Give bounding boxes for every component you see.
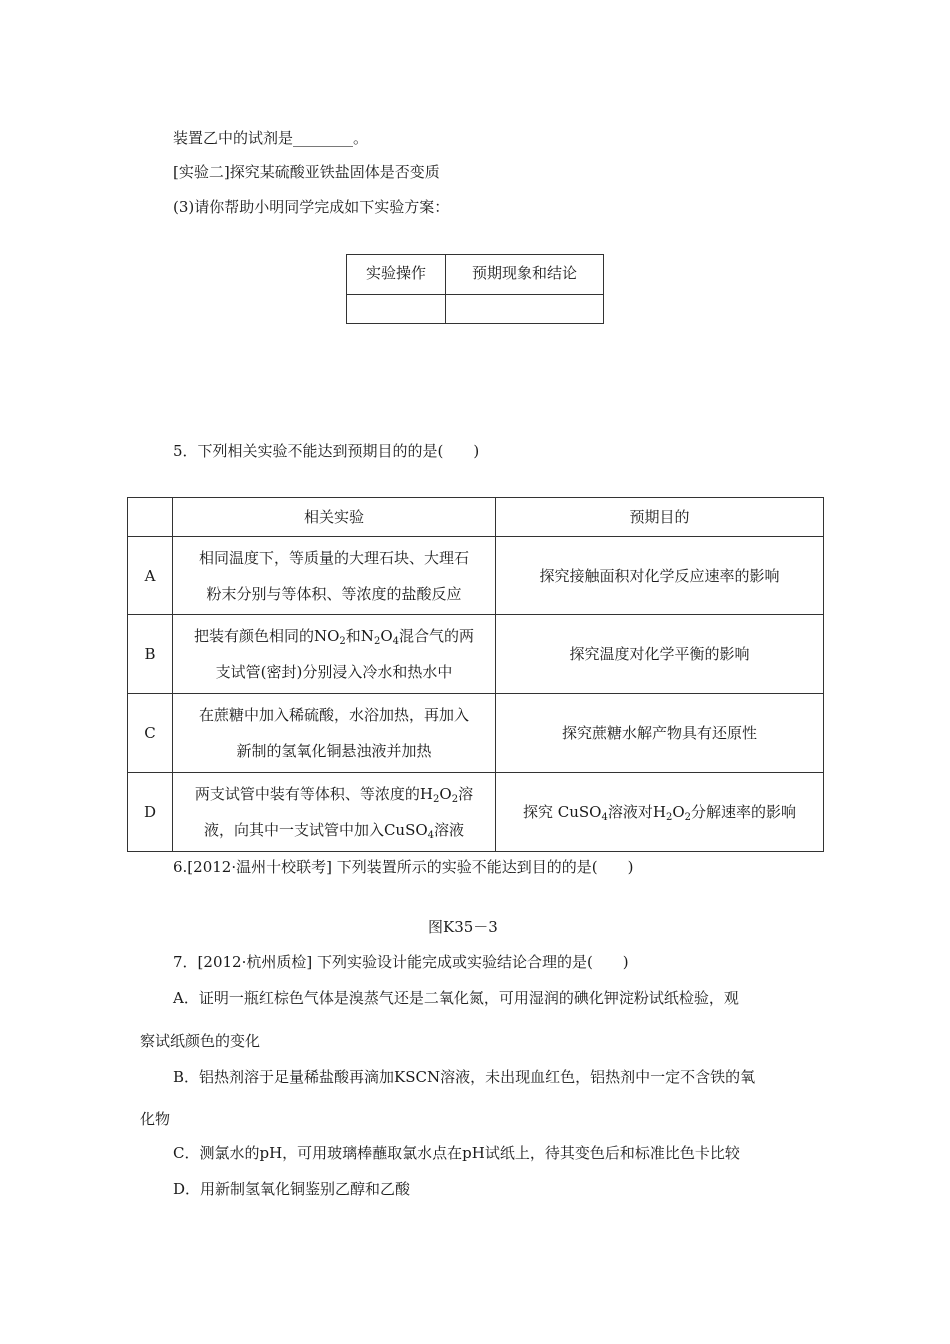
option-a: A．证明一瓶红棕色气体是溴蒸气还是二氧化氮，可用湿润的碘化钾淀粉试纸检验，观: [173, 989, 739, 1007]
table-header: 实验操作: [347, 255, 446, 295]
text-line: [实验二]探究某硫酸亚铁盐固体是否变质: [173, 163, 440, 181]
experiment-cell: [173, 773, 496, 852]
question-6: 6.[2012·温州十校联考] 下列装置所示的实验不能达到目的的是( ): [173, 858, 634, 876]
option-b: B．铝热剂溶于足量稀盐酸再滴加KSCN溶液，未出现血红色，铝热剂中一定不含铁的氧: [173, 1068, 756, 1086]
option-d: D．用新制氢氧化铜鉴别乙醇和乙酸: [173, 1180, 411, 1198]
experiment-cell: [173, 694, 496, 773]
text-line: 装置乙中的试剂是________。: [173, 129, 369, 147]
option-c: C．测氯水的pH，可用玻璃棒蘸取氯水点在pH试纸上，待其变色后和标准比色卡比较: [173, 1144, 740, 1162]
experiment-plan-table: [346, 254, 604, 324]
goal-cell: 探究温度对化学平衡的影响: [496, 615, 824, 694]
table-cell: [446, 295, 604, 324]
question-5: 5．下列相关实验不能达到预期目的的是( ): [173, 442, 480, 460]
table-row: [128, 694, 824, 773]
table-row: [128, 615, 824, 694]
table-header: 相关实验: [173, 498, 496, 537]
cell-line: 液，向其中一支试管中加入CuSO$_4$溶液: [203, 821, 465, 841]
goal-cell: 探究 CuSO$_4$溶液对$H_2O_2$分解速率的影响: [496, 773, 824, 852]
cell-line: 两支试管中装有等体积、等浓度的$H_2O_2$溶: [194, 785, 474, 805]
text-line: (3)请你帮助小明同学完成如下实验方案：: [173, 198, 450, 216]
table-cell: [347, 295, 446, 324]
table-row: [128, 537, 824, 615]
goal-cell: 探究蔗糖水解产物具有还原性: [496, 694, 824, 773]
cell-line: 新制的氢氧化铜悬浊液并加热: [236, 742, 432, 760]
table-header: 预期现象和结论: [446, 255, 604, 295]
table-header: [128, 498, 173, 537]
cell-line: 相同温度下，等质量的大理石块、大理石: [198, 548, 469, 567]
row-letter: B: [128, 615, 173, 694]
cell-line: 粉末分别与等体积、等浓度的盐酸反应: [206, 584, 462, 603]
experiment-table: [127, 497, 824, 852]
figure-caption: 图K35－3: [428, 918, 498, 936]
experiment-cell: [173, 537, 496, 615]
table-row: [128, 773, 824, 852]
row-letter: D: [128, 773, 173, 852]
cell-line: 在蔗糖中加入稀硫酸，水浴加热，再加入: [198, 706, 469, 724]
experiment-cell: [173, 615, 496, 694]
table-header: 预期目的: [496, 498, 824, 537]
cell-line: 支试管(密封)分别浸入冷水和热水中: [215, 663, 453, 681]
cell-line: 把装有颜色相同的$NO_2$和$N_2O_4$混合气的两: [193, 627, 475, 647]
option-b-cont: 化物: [140, 1110, 171, 1128]
question-7: 7．[2012·杭州质检] 下列实验设计能完成或实验结论合理的是( ): [173, 953, 629, 971]
row-letter: A: [128, 537, 173, 615]
option-a-cont: 察试纸颜色的变化: [140, 1032, 261, 1050]
row-letter: C: [128, 694, 173, 773]
goal-cell: 探究接触面积对化学反应速率的影响: [496, 537, 824, 615]
